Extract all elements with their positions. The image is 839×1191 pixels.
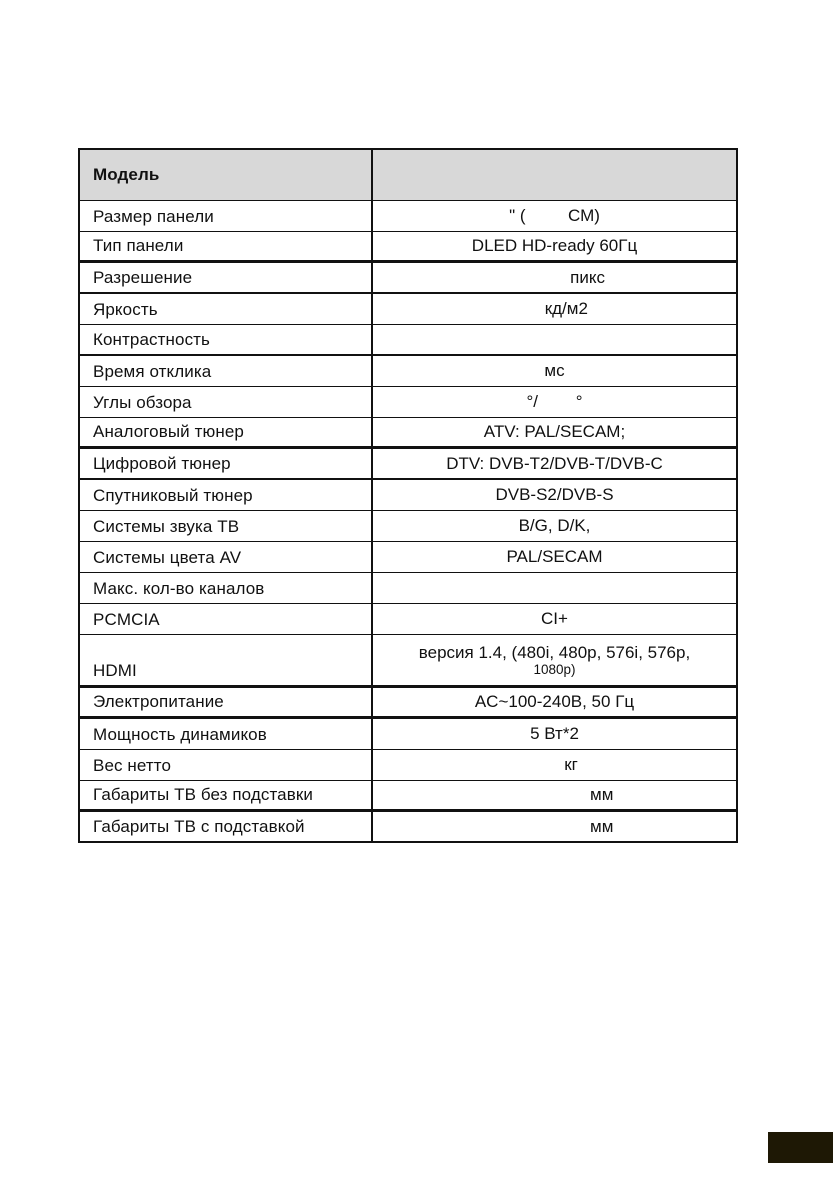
header-model-label: Модель bbox=[93, 165, 160, 184]
page-corner-box bbox=[768, 1132, 833, 1163]
table-row bbox=[80, 387, 736, 418]
spec-value-line1: " ( СМ) bbox=[509, 206, 600, 226]
spec-value bbox=[371, 573, 736, 603]
table-row bbox=[80, 781, 736, 812]
spec-name: Контрастность bbox=[93, 330, 211, 349]
spec-name: Разрешение bbox=[93, 268, 193, 287]
table-row bbox=[80, 480, 736, 511]
spec-value-line1: мс bbox=[544, 361, 565, 381]
spec-value bbox=[371, 781, 736, 809]
spec-name: Системы звука ТВ bbox=[93, 517, 240, 536]
spec-value bbox=[371, 542, 736, 572]
spec-value-line1: кг bbox=[531, 755, 578, 775]
spec-name: HDMI bbox=[93, 661, 137, 680]
spec-value-line2: 1080p) bbox=[533, 661, 576, 677]
spec-value bbox=[371, 480, 736, 510]
table-row bbox=[80, 294, 736, 325]
table-row bbox=[80, 719, 736, 750]
spec-name: PCMCIA bbox=[93, 610, 160, 629]
table-row bbox=[80, 511, 736, 542]
spec-value-line1: PAL/SECAM bbox=[506, 547, 603, 567]
spec-value-line1: DVB-S2/DVB-S bbox=[495, 485, 614, 505]
spec-value-line1: ATV: PAL/SECAM; bbox=[483, 422, 626, 442]
table-row bbox=[80, 201, 736, 232]
spec-value bbox=[371, 635, 736, 685]
header-model-value bbox=[371, 150, 736, 200]
spec-name: Габариты ТВ с подставкой bbox=[93, 817, 305, 836]
spec-value bbox=[371, 449, 736, 478]
spec-name: Аналоговый тюнер bbox=[93, 422, 244, 441]
spec-name: Размер панели bbox=[93, 207, 214, 226]
spec-value-line1: AC~100-240В, 50 Гц bbox=[474, 692, 635, 712]
table-header-row bbox=[80, 150, 736, 201]
table-row bbox=[80, 325, 736, 356]
spec-name: Спутниковый тюнер bbox=[93, 486, 253, 505]
spec-value bbox=[371, 294, 736, 324]
spec-name: Вес нетто bbox=[93, 756, 172, 775]
spec-value bbox=[371, 387, 736, 417]
spec-name: Тип панели bbox=[93, 236, 184, 255]
spec-name: Время отклика bbox=[93, 362, 212, 381]
spec-name: Цифровой тюнер bbox=[93, 454, 231, 473]
table-row bbox=[80, 688, 736, 719]
spec-value-line1: DLED HD-ready 60Гц bbox=[471, 236, 638, 256]
spec-value bbox=[371, 511, 736, 541]
spec-value-line1: кд/м2 bbox=[521, 299, 588, 319]
spec-value-line1: пикс bbox=[504, 267, 605, 287]
spec-value-line1: B/G, D/K, bbox=[518, 516, 591, 536]
spec-name: Системы цвета AV bbox=[93, 548, 242, 567]
spec-name: Углы обзора bbox=[93, 393, 192, 412]
spec-name: Макс. кол-во каналов bbox=[93, 579, 265, 598]
table-row bbox=[80, 812, 736, 843]
table-row bbox=[80, 604, 736, 635]
spec-value bbox=[371, 688, 736, 716]
spec-value-line1: DTV: DVB-T2/DVB-T/DVB-C bbox=[446, 453, 663, 473]
spec-value bbox=[371, 604, 736, 634]
spec-value bbox=[371, 232, 736, 260]
table-row bbox=[80, 232, 736, 263]
spec-value bbox=[371, 325, 736, 354]
table-row bbox=[80, 542, 736, 573]
spec-value-line1: CI+ bbox=[541, 609, 568, 629]
table-row bbox=[80, 635, 736, 688]
spec-value bbox=[371, 812, 736, 841]
spec-value-line1: °/ ° bbox=[526, 392, 583, 412]
spec-value bbox=[371, 263, 736, 292]
spec-name: Электропитание bbox=[93, 692, 224, 711]
spec-value-line1: мм bbox=[495, 785, 614, 805]
spec-value bbox=[371, 201, 736, 231]
table-row bbox=[80, 573, 736, 604]
spec-name: Яркость bbox=[93, 300, 158, 319]
table-row bbox=[80, 356, 736, 387]
table-row bbox=[80, 418, 736, 449]
spec-value-line1: мм bbox=[495, 816, 614, 836]
table-row bbox=[80, 750, 736, 781]
table-row bbox=[80, 263, 736, 294]
spec-value bbox=[371, 719, 736, 749]
table-body bbox=[80, 201, 736, 843]
spec-value bbox=[371, 418, 736, 446]
spec-value bbox=[371, 750, 736, 780]
spec-value bbox=[371, 356, 736, 386]
spec-name: Мощность динамиков bbox=[93, 725, 267, 744]
spec-name: Габариты ТВ без подставки bbox=[93, 785, 313, 804]
spec-value-line1: версия 1.4, (480i, 480p, 576i, 576p, bbox=[418, 642, 691, 662]
spec-table bbox=[78, 148, 738, 843]
table-row bbox=[80, 449, 736, 480]
spec-value-line1: 5 Вт*2 bbox=[530, 724, 579, 744]
